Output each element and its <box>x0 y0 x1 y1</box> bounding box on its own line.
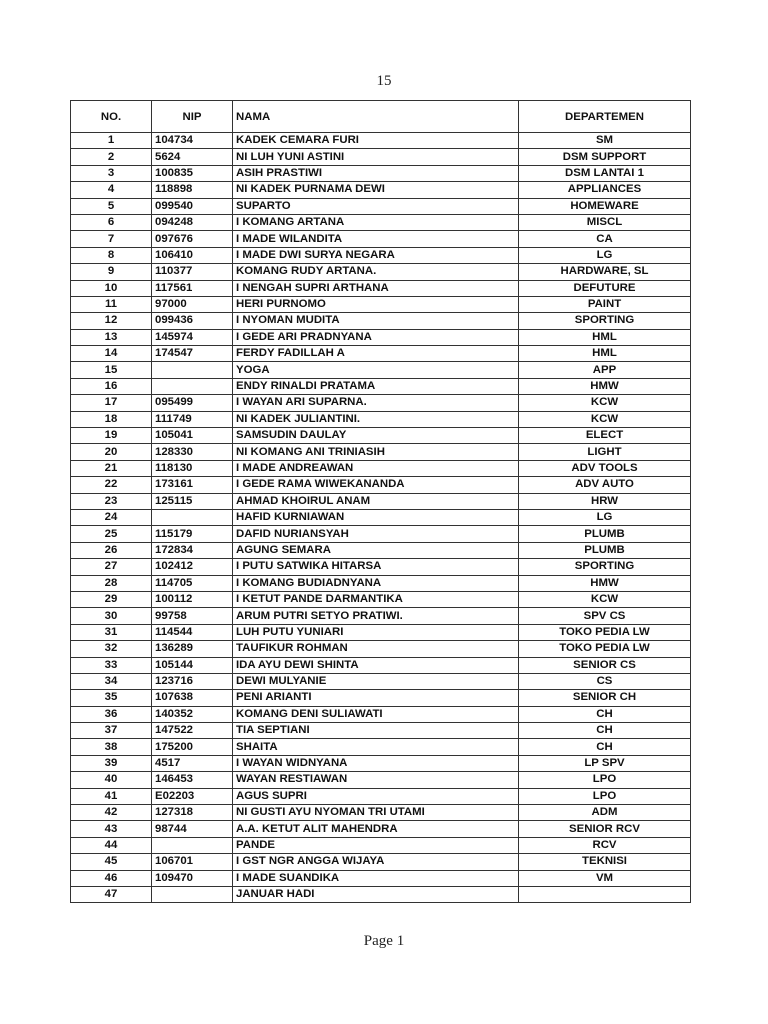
cell-nama: AGUS SUPRI <box>233 788 519 804</box>
table-row <box>71 280 691 296</box>
table-row <box>71 214 691 230</box>
cell-nip: 5624 <box>152 149 233 165</box>
cell-nip: 98744 <box>152 821 233 837</box>
cell-no: 26 <box>71 542 152 558</box>
cell-nip: 4517 <box>152 755 233 771</box>
table-row <box>71 641 691 657</box>
cell-departemen: APPLIANCES <box>519 182 691 198</box>
cell-departemen: SPORTING <box>519 313 691 329</box>
cell-departemen: SENIOR CS <box>519 657 691 673</box>
cell-nama: HERI PURNOMO <box>233 296 519 312</box>
cell-nip: 140352 <box>152 706 233 722</box>
cell-nip: 107638 <box>152 690 233 706</box>
cell-nama: DEWI MULYANIE <box>233 673 519 689</box>
cell-no: 19 <box>71 428 152 444</box>
cell-no: 10 <box>71 280 152 296</box>
cell-no: 17 <box>71 395 152 411</box>
cell-nip: 145974 <box>152 329 233 345</box>
cell-departemen: TOKO PEDIA LW <box>519 624 691 640</box>
cell-nama: SHAITA <box>233 739 519 755</box>
cell-nama: TIA SEPTIANI <box>233 723 519 739</box>
cell-departemen: LPO <box>519 772 691 788</box>
cell-nip: 174547 <box>152 346 233 362</box>
cell-nip: 099436 <box>152 313 233 329</box>
cell-no: 40 <box>71 772 152 788</box>
table-row <box>71 706 691 722</box>
cell-departemen: VM <box>519 870 691 886</box>
cell-no: 42 <box>71 805 152 821</box>
cell-departemen: CH <box>519 739 691 755</box>
table-row <box>71 444 691 460</box>
cell-departemen: HOMEWARE <box>519 198 691 214</box>
cell-nip: 136289 <box>152 641 233 657</box>
cell-departemen: CA <box>519 231 691 247</box>
cell-nama: ASIH PRASTIWI <box>233 165 519 181</box>
cell-departemen: DSM SUPPORT <box>519 149 691 165</box>
cell-nama: SAMSUDIN DAULAY <box>233 428 519 444</box>
table-row <box>71 755 691 771</box>
table-row <box>71 149 691 165</box>
cell-no: 27 <box>71 559 152 575</box>
table-header <box>71 101 691 133</box>
cell-nama: NI KADEK JULIANTINI. <box>233 411 519 427</box>
cell-no: 11 <box>71 296 152 312</box>
cell-no: 6 <box>71 214 152 230</box>
cell-nip: 102412 <box>152 559 233 575</box>
cell-nama: NI GUSTI AYU NYOMAN TRI UTAMI <box>233 805 519 821</box>
cell-no: 14 <box>71 346 152 362</box>
cell-departemen: LIGHT <box>519 444 691 460</box>
cell-departemen: CS <box>519 673 691 689</box>
cell-no: 30 <box>71 608 152 624</box>
cell-nip: 100835 <box>152 165 233 181</box>
cell-departemen: HMW <box>519 575 691 591</box>
cell-departemen: DSM LANTAI 1 <box>519 165 691 181</box>
cell-no: 31 <box>71 624 152 640</box>
table-row <box>71 526 691 542</box>
table-row <box>71 723 691 739</box>
cell-nama: I WAYAN ARI SUPARNA. <box>233 395 519 411</box>
cell-nip: 115179 <box>152 526 233 542</box>
table-row <box>71 788 691 804</box>
cell-nama: I MADE SUANDIKA <box>233 870 519 886</box>
cell-no: 4 <box>71 182 152 198</box>
table-row <box>71 690 691 706</box>
cell-nama: LUH PUTU YUNIARI <box>233 624 519 640</box>
cell-no: 25 <box>71 526 152 542</box>
cell-departemen: HARDWARE, SL <box>519 264 691 280</box>
table-row <box>71 870 691 886</box>
cell-nama: KOMANG DENI SULIAWATI <box>233 706 519 722</box>
cell-nip: 095499 <box>152 395 233 411</box>
cell-nama: SUPARTO <box>233 198 519 214</box>
cell-nama: I MADE WILANDITA <box>233 231 519 247</box>
cell-departemen: HRW <box>519 493 691 509</box>
cell-nama: I KETUT PANDE DARMANTIKA <box>233 591 519 607</box>
header-row <box>71 101 691 133</box>
cell-no: 2 <box>71 149 152 165</box>
cell-no: 23 <box>71 493 152 509</box>
table-row <box>71 264 691 280</box>
cell-nip: 106701 <box>152 854 233 870</box>
cell-no: 39 <box>71 755 152 771</box>
cell-departemen <box>519 886 691 902</box>
table-row <box>71 411 691 427</box>
cell-nama: ENDY RINALDI PRATAMA <box>233 378 519 394</box>
cell-nip: 99758 <box>152 608 233 624</box>
table-row <box>71 673 691 689</box>
cell-no: 47 <box>71 886 152 902</box>
cell-nip: 118898 <box>152 182 233 198</box>
column-header-departemen: DEPARTEMEN <box>519 101 691 133</box>
cell-departemen: PLUMB <box>519 526 691 542</box>
cell-nip: 123716 <box>152 673 233 689</box>
cell-nip: 109470 <box>152 870 233 886</box>
cell-departemen: LP SPV <box>519 755 691 771</box>
cell-no: 29 <box>71 591 152 607</box>
table-row <box>71 165 691 181</box>
cell-departemen: PAINT <box>519 296 691 312</box>
cell-nama: YOGA <box>233 362 519 378</box>
page-number: 15 <box>376 73 392 89</box>
table-row <box>71 477 691 493</box>
page-footer: Page 1 <box>363 933 405 949</box>
cell-departemen: KCW <box>519 591 691 607</box>
cell-no: 32 <box>71 641 152 657</box>
cell-nama: I MADE DWI SURYA NEGARA <box>233 247 519 263</box>
cell-nip: 97000 <box>152 296 233 312</box>
cell-departemen: KCW <box>519 411 691 427</box>
cell-departemen: HML <box>519 346 691 362</box>
table-row <box>71 378 691 394</box>
column-header-no: NO. <box>71 101 152 133</box>
cell-nip: 094248 <box>152 214 233 230</box>
cell-nip: 128330 <box>152 444 233 460</box>
cell-nip: 111749 <box>152 411 233 427</box>
cell-departemen: HMW <box>519 378 691 394</box>
table-row <box>71 591 691 607</box>
table-row <box>71 886 691 902</box>
cell-nip: 118130 <box>152 460 233 476</box>
cell-nama: I MADE ANDREAWAN <box>233 460 519 476</box>
cell-no: 24 <box>71 509 152 525</box>
table-row <box>71 624 691 640</box>
cell-nama: I KOMANG ARTANA <box>233 214 519 230</box>
cell-nip: 172834 <box>152 542 233 558</box>
cell-departemen: LG <box>519 247 691 263</box>
cell-nama: A.A. KETUT ALIT MAHENDRA <box>233 821 519 837</box>
cell-nip <box>152 362 233 378</box>
cell-nama: PANDE <box>233 837 519 853</box>
cell-nama: AHMAD KHOIRUL ANAM <box>233 493 519 509</box>
cell-departemen: TOKO PEDIA LW <box>519 641 691 657</box>
cell-no: 45 <box>71 854 152 870</box>
table-row <box>71 575 691 591</box>
table-row <box>71 395 691 411</box>
cell-departemen: SPV CS <box>519 608 691 624</box>
cell-nama: ARUM PUTRI SETYO PRATIWI. <box>233 608 519 624</box>
cell-nama: I WAYAN WIDNYANA <box>233 755 519 771</box>
cell-nama: I GST NGR ANGGA WIJAYA <box>233 854 519 870</box>
table-row <box>71 509 691 525</box>
cell-no: 46 <box>71 870 152 886</box>
cell-no: 1 <box>71 133 152 149</box>
cell-departemen: SENIOR CH <box>519 690 691 706</box>
cell-no: 36 <box>71 706 152 722</box>
cell-departemen: APP <box>519 362 691 378</box>
cell-nama: KADEK CEMARA FURI <box>233 133 519 149</box>
cell-departemen: ADV AUTO <box>519 477 691 493</box>
table-row <box>71 428 691 444</box>
table-row <box>71 296 691 312</box>
cell-departemen: PLUMB <box>519 542 691 558</box>
cell-nama: PENI ARIANTI <box>233 690 519 706</box>
cell-departemen: RCV <box>519 837 691 853</box>
cell-departemen: SENIOR RCV <box>519 821 691 837</box>
cell-nip: 146453 <box>152 772 233 788</box>
cell-no: 12 <box>71 313 152 329</box>
cell-nip <box>152 509 233 525</box>
table-row <box>71 821 691 837</box>
cell-no: 28 <box>71 575 152 591</box>
cell-departemen: LG <box>519 509 691 525</box>
cell-nama: I GEDE ARI PRADNYANA <box>233 329 519 345</box>
cell-nip: 175200 <box>152 739 233 755</box>
cell-no: 16 <box>71 378 152 394</box>
cell-nama: IDA AYU DEWI SHINTA <box>233 657 519 673</box>
cell-departemen: KCW <box>519 395 691 411</box>
table-row <box>71 133 691 149</box>
cell-no: 38 <box>71 739 152 755</box>
cell-nama: NI KOMANG ANI TRINIASIH <box>233 444 519 460</box>
cell-no: 9 <box>71 264 152 280</box>
cell-departemen: TEKNISI <box>519 854 691 870</box>
cell-nama: NI LUH YUNI ASTINI <box>233 149 519 165</box>
cell-departemen: DEFUTURE <box>519 280 691 296</box>
cell-nama: AGUNG SEMARA <box>233 542 519 558</box>
cell-nip: 110377 <box>152 264 233 280</box>
cell-nip <box>152 378 233 394</box>
cell-nama: I NYOMAN MUDITA <box>233 313 519 329</box>
table-row <box>71 493 691 509</box>
table-row <box>71 542 691 558</box>
column-header-nip: NIP <box>152 101 233 133</box>
cell-nip: 117561 <box>152 280 233 296</box>
cell-departemen: ELECT <box>519 428 691 444</box>
cell-departemen: SPORTING <box>519 559 691 575</box>
table-row <box>71 247 691 263</box>
cell-nama: HAFID KURNIAWAN <box>233 509 519 525</box>
cell-nip: 105144 <box>152 657 233 673</box>
cell-nip: 105041 <box>152 428 233 444</box>
table-body <box>71 133 691 903</box>
cell-departemen: MISCL <box>519 214 691 230</box>
cell-nip: 114705 <box>152 575 233 591</box>
table-row <box>71 739 691 755</box>
table-row <box>71 182 691 198</box>
cell-no: 21 <box>71 460 152 476</box>
table-row <box>71 231 691 247</box>
employee-table <box>70 100 691 903</box>
cell-no: 44 <box>71 837 152 853</box>
cell-nip: 127318 <box>152 805 233 821</box>
cell-nip: 147522 <box>152 723 233 739</box>
table-row <box>71 346 691 362</box>
cell-no: 43 <box>71 821 152 837</box>
cell-no: 34 <box>71 673 152 689</box>
cell-departemen: ADM <box>519 805 691 821</box>
cell-nip: 106410 <box>152 247 233 263</box>
cell-no: 8 <box>71 247 152 263</box>
cell-departemen: CH <box>519 706 691 722</box>
table-row <box>71 198 691 214</box>
cell-nama: TAUFIKUR ROHMAN <box>233 641 519 657</box>
cell-nip: 099540 <box>152 198 233 214</box>
cell-no: 3 <box>71 165 152 181</box>
cell-no: 13 <box>71 329 152 345</box>
table-row <box>71 608 691 624</box>
cell-no: 18 <box>71 411 152 427</box>
cell-nama: JANUAR HADI <box>233 886 519 902</box>
table-row <box>71 362 691 378</box>
column-header-nama: NAMA <box>233 101 519 133</box>
table-row <box>71 837 691 853</box>
cell-nama: I KOMANG BUDIADNYANA <box>233 575 519 591</box>
cell-departemen: HML <box>519 329 691 345</box>
cell-nip: 114544 <box>152 624 233 640</box>
cell-nip: 097676 <box>152 231 233 247</box>
cell-no: 7 <box>71 231 152 247</box>
cell-nama: FERDY FADILLAH A <box>233 346 519 362</box>
cell-nama: I PUTU SATWIKA HITARSA <box>233 559 519 575</box>
cell-nama: DAFID NURIANSYAH <box>233 526 519 542</box>
cell-departemen: SM <box>519 133 691 149</box>
cell-nip: E02203 <box>152 788 233 804</box>
cell-no: 41 <box>71 788 152 804</box>
cell-nip <box>152 886 233 902</box>
table-row <box>71 313 691 329</box>
cell-nip <box>152 837 233 853</box>
cell-no: 37 <box>71 723 152 739</box>
table-row <box>71 559 691 575</box>
cell-no: 15 <box>71 362 152 378</box>
table-row <box>71 329 691 345</box>
cell-nama: KOMANG RUDY ARTANA. <box>233 264 519 280</box>
cell-nip: 125115 <box>152 493 233 509</box>
table-row <box>71 805 691 821</box>
cell-no: 20 <box>71 444 152 460</box>
cell-nama: NI KADEK PURNAMA DEWI <box>233 182 519 198</box>
cell-nama: I GEDE RAMA WIWEKANANDA <box>233 477 519 493</box>
cell-no: 35 <box>71 690 152 706</box>
table-row <box>71 854 691 870</box>
cell-no: 5 <box>71 198 152 214</box>
cell-no: 22 <box>71 477 152 493</box>
table-row <box>71 657 691 673</box>
table-row <box>71 772 691 788</box>
cell-nip: 173161 <box>152 477 233 493</box>
cell-departemen: CH <box>519 723 691 739</box>
cell-nip: 104734 <box>152 133 233 149</box>
cell-nama: WAYAN RESTIAWAN <box>233 772 519 788</box>
cell-nama: I NENGAH SUPRI ARTHANA <box>233 280 519 296</box>
cell-nip: 100112 <box>152 591 233 607</box>
cell-no: 33 <box>71 657 152 673</box>
cell-departemen: LPO <box>519 788 691 804</box>
cell-departemen: ADV TOOLS <box>519 460 691 476</box>
table-row <box>71 460 691 476</box>
